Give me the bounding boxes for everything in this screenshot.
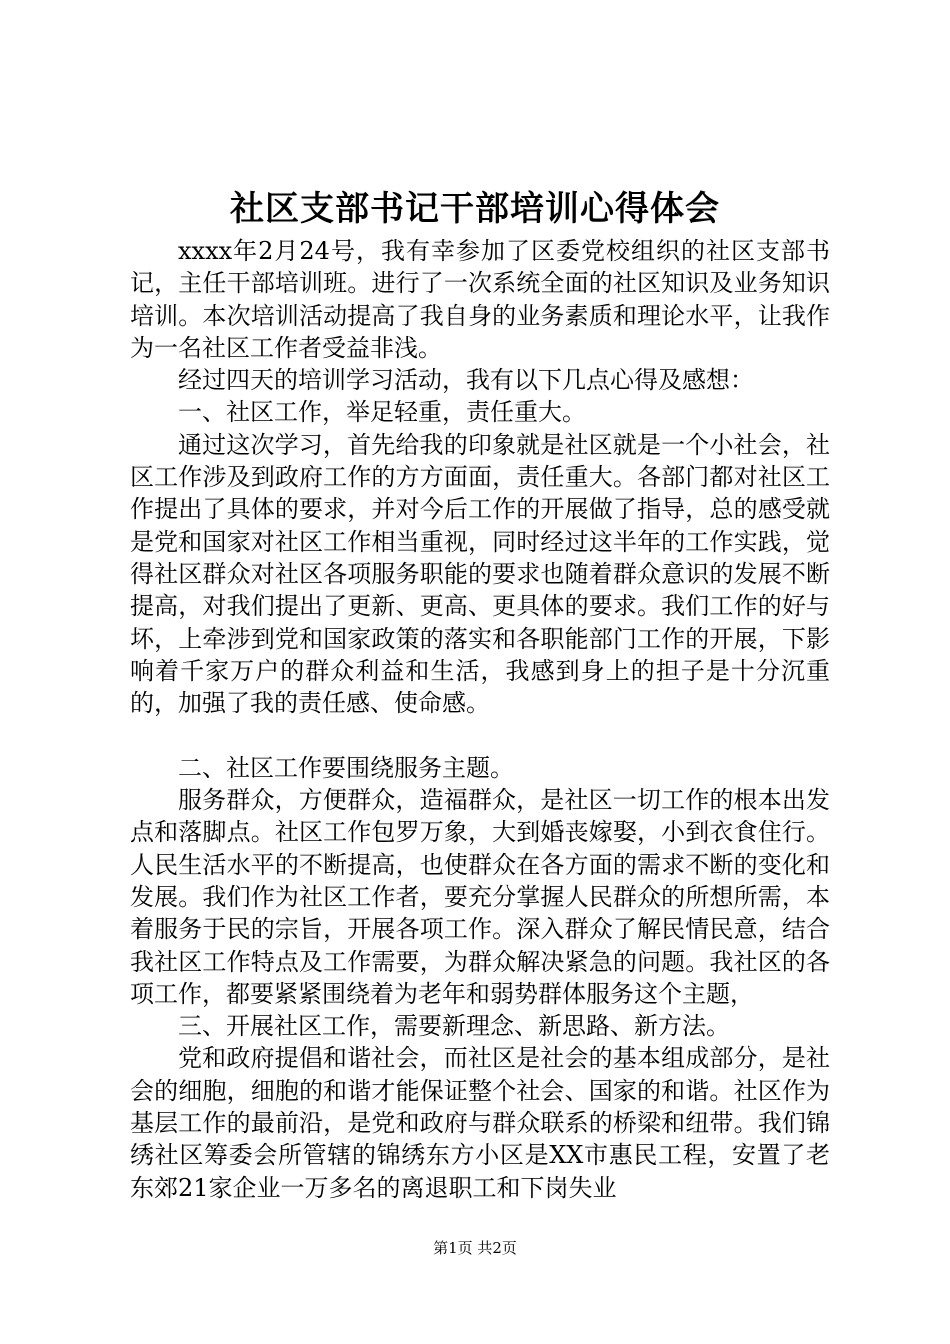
paragraph-summary-lead: 经过四天的培训学习活动，我有以下几点心得及感想： <box>178 366 754 395</box>
document-body <box>130 235 830 1204</box>
paragraph-section-3: 党和政府提倡和谐社会，而社区是社会的基本组成部分，是社会的细胞，细胞的和谐才能保证整个社会、国家的和谐。社区作为基层工作的最前沿，是党和政府与群众联系的桥梁和纽带。我们锦绣社区筹委会所管辖的锦绣东方小区是XX市惠民工程，安置了老东郊21家企业一万多名的离退职工和下岗失业 <box>130 1044 830 1202</box>
paragraph-section-2: 服务群众，方便群众，造福群众，是社区一切工作的根本出发点和落脚点。社区工作包罗万象，大到婚丧嫁娶，小到衣食住行。人民生活水平的不断提高，也使群众在各方面的需求不断的变化和发展。我们作为社区工作者，要充分掌握人民群众的所想所需，本着服务于民的宗旨，开展各项工作。深入群众了解民情民意，结合我社区工作特点及工作需要，为群众解决紧急的问题。我社区的各项工作，都要紧紧围绕着为老年和弱势群体服务这个主题， <box>130 786 830 1008</box>
heading-section-2: 二、社区工作要围绕服务主题。 <box>178 753 514 782</box>
paragraph-section-1: 通过这次学习，首先给我的印象就是社区就是一个小社会，社区工作涉及到政府工作的方方面面，责任重大。各部门都对社区工作提出了具体的要求，并对今后工作的开展做了指导，总的感受就是党和国家对社区工作相当重视，同时经过这半年的工作实践，觉得社区群众对社区各项服务职能的要求也随着群众意识的发展不断提高，对我们提出了更新、更高、更具体的要求。我们工作的好与坏，上牵涉到党和国家政策的落实和各职能部门工作的开展，下影响着千家万户的群众利益和生活，我感到身上的担子是十分沉重的，加强了我的责任感、使命感。 <box>130 430 830 718</box>
paragraph-intro: xxxx年2月24号，我有幸参加了区委党校组织的社区支部书记，主任干部培训班。进行了一次系统全面的社区知识及业务知识培训。本次培训活动提高了我自身的业务素质和理论水平，让我作为一名社区工作者受益非浅。 <box>130 237 830 362</box>
page-number-footer: 第1页 共2页 <box>433 1239 517 1257</box>
document-title: 社区支部书记干部培训心得体会 <box>230 189 720 229</box>
heading-section-3: 三、开展社区工作，需要新理念、新思路、新方法。 <box>178 1012 730 1041</box>
heading-section-1: 一、社区工作，举足轻重，责任重大。 <box>178 398 586 427</box>
blank-line <box>130 719 830 751</box>
